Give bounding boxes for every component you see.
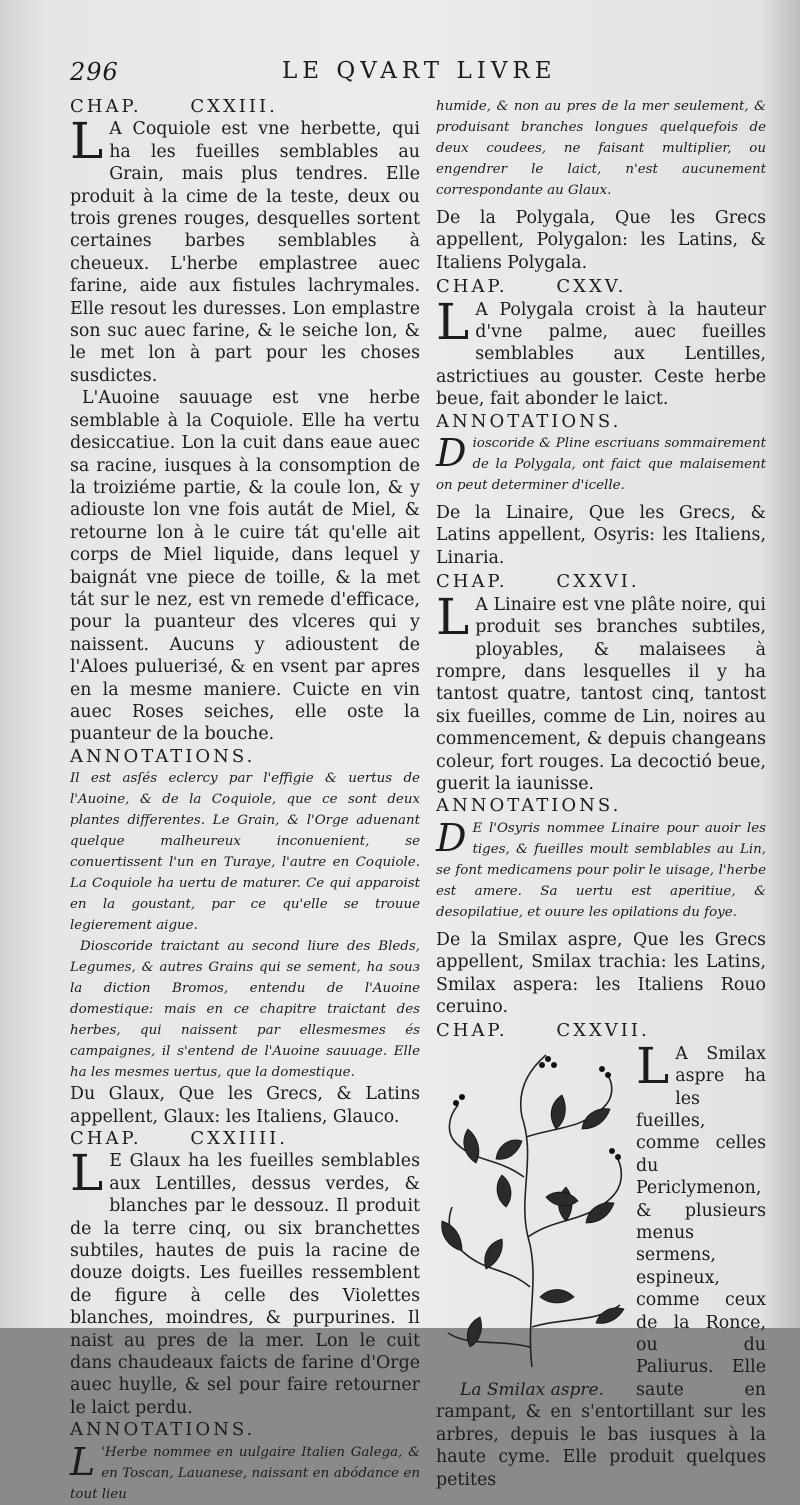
annotations-heading: ANNOTATIONS. [70,745,256,767]
coquiole-text: A Coquiole est vne herbette, qui ha les fueilles semblables au Grain, mais plus tendres. Elle produit à la cime de la teste, deux ou trois grenes rouges, desquelles sortent certaines barbes semblables à cheueux. L'herbe emplastree auec farine, aide aux fistules lachrymales. Elle resout les duresses. Lon emplastre son suc auec farine, & le seiche lon, & le met lon à part pour les choses susdictes. [70,119,420,386]
smilax-block [436,1036,766,1491]
polygala-paragraph [436,292,766,411]
polygala-text: A Polygala croist à la hauteur d'vne palme, auec fueilles semblables aux Lentilles, astrictiues au gouster. Ceste herbe beue, fait abonder le laict. [436,299,766,410]
right-column [436,96,766,1491]
figure-caption: La Smilax aspre. [460,1379,604,1400]
linaire-text: A Linaire est vne plâte noire, qui produit ses branches subtiles, ployables, & malaisees à rompre, dans lesquelles il y ha tantost quatre, tantost cinq, tantost six fueilles, comme de Lin, noires au commencement, & depuis changeans coleur, fort rouges. La decoctió beue, guerit la iaunisse. [436,594,766,794]
annotation-text: ioscoride & Pline escriuans sommairement de la Polygala, ont faict que malaisement on peut determiner d'icelle. [436,436,766,494]
drop-cap: L [70,112,104,171]
left-column [70,96,420,1505]
smilax-section-title: De la Smilax aspre, Que les Grecs appellent, Smilax trachia: les Latins, Smilax aspera: les Italiens Rouo ceruino. [436,929,766,1017]
chapter-heading-cxxiii: CHAP. CXXIII. [70,96,278,117]
drop-cap: L [70,1439,96,1484]
avoine-paragraph: L'Auoine sauuage est vne herbe semblable à la Coquiole. Elle ha vertu desiccatiue. Lon la cuit dans eaue auec sa racine, iusques à la consomption de la troiziéme partie, & la coule lon, & y adiouste lon vne fois autát de Miel, & retourne lon à le cuire tát qu'elle ait corps de Miel liquide, dans lequel y baignát vne piece de toille, & la met tát sur le nez, est vn remede d'efficace, pour la puanteur des vlceres qui y naissent. Aucuns y adioustent de l'Aloes pulueriзé, & en vsent par apres en la mesme maniere. Cuicte en vin auec Roses seiches, elle oste la puanteur de la bouche. [70,388,420,745]
glaux-text: E Glaux ha les fueilles semblables aux Lentilles, dessus verdes, & blanches par le dessouz. Il produit de la terre cinq, ou six branchettes subtiles, hautes de puis la racine de douze doigts. Les fueilles ressemblent de figure à celle des Violettes blanches, moindres, & purpurines. Il naist au pres de la mer. Lon le cuit dans chaudeaux faicts de farine d'Orge auec huylle, & sel pour faire retourner le laict perdu. [70,1151,420,1418]
chapter-heading-cxxvi: CHAP. CXXVI. [436,571,640,593]
annotation-paragraph [70,1439,420,1505]
annotation-text: E l'Osyris nommee Linaire pour auoir les tiges, & fueilles moult semblables au Lin, se font medicamens pour polir le uisage, l'herbe est amere. Sa uertu est aperitiue, & desopilatiue, et ouure les opilations du foye. [436,820,766,920]
drop-cap: D [436,431,467,476]
annotation-paragraph: Dioscoride traictant au second liure des Bleds, Legumes, & autres Grains qui se sement, ha souз la diction Bromos, entendu de l'Auoine domestique: mais en ce chapitre traictant des herbes, qui naissent par ellesmesmes és campaignes, il s'entend de l'Auoine sauuage. Elle ha les mesmes uertus, que la domestique. [70,939,420,1081]
chapter-heading-cxxv: CHAP. CXXV. [436,276,627,298]
linaire-section-title: De la Linaire, Que les Grecs, & Latins appellent, Osyris: les Italiens, Linaria. [436,503,766,568]
page-number: 296 [70,58,119,86]
smilax-text: A Smilax aspre ha les fueilles, comme celles du Periclymenon, & plusieurs menus sermens, espineux, comme ceux de la Ronce, ou du Paliurus. Elle saute en rampant, & en s'entortillant sur les arbres, depuis le bas iusques à la haute cyme. Elle produit quelques petites [436,1043,766,1490]
smilax-figure [436,1047,628,1401]
annotation-paragraph [436,433,766,496]
annotation-text: 'Herbe nommee en uulgaire Italien Galega, & en Toscan, Lauanese, naissant en abódance en tout lieu [70,1444,420,1502]
polygala-section-title: De la Polygala, Que les Grecs appellent, Polygalon: les Latins, & Italiens Polygala. [436,208,766,273]
drop-cap: D [436,815,467,860]
annotation-continuation: humide, & non au pres de la mer seulement, & produisant branches longues quelquefois de deux coudees, ne faisant multiplier, ou engendrer le laict, n'est aucunement correspondante au Glaux. [436,99,766,198]
chapter-heading-cxxiiii: CHAP. CXXIIII. [70,1128,288,1149]
annotations-heading: ANNOTATIONS. [436,795,622,817]
annotations-heading: ANNOTATIONS. [436,410,622,432]
running-title: LE QVART LIVRE [282,58,557,84]
annotation-paragraph: Il est asſés eclercy par l'effigie & uertus de l'Auoine, & de la Coquiole, que ce sont deux plantes differentes. Le Grain, & l'Orge aduenant quelque malheureux inconuenient, se conuertissent l'un en Turaye, l'autre en Coquiole. La Coquiole ha uertu de maturer. Ce qui apparoist en la goustant, par ce qu'elle se trouue legierement aigue. [70,771,420,934]
annotation-paragraph [436,815,766,923]
running-head [70,58,610,88]
drop-cap: L [436,292,470,351]
chapter-heading-cxxvii: CHAP. CXXVII. [436,1020,650,1042]
linaire-paragraph [436,587,766,796]
coquiole-paragraph [70,112,420,387]
glaux-section-title: Du Glaux, Que les Grecs, & Latins appellent, Glaux: les Italiens, Glauco. [70,1084,420,1127]
glaux-paragraph [70,1144,420,1419]
drop-cap: L [636,1036,670,1095]
annotations-heading: ANNOTATIONS. [70,1419,256,1441]
drop-cap: L [70,1144,104,1203]
smilax-plant-illustration [436,1047,628,1377]
drop-cap: L [436,587,470,646]
